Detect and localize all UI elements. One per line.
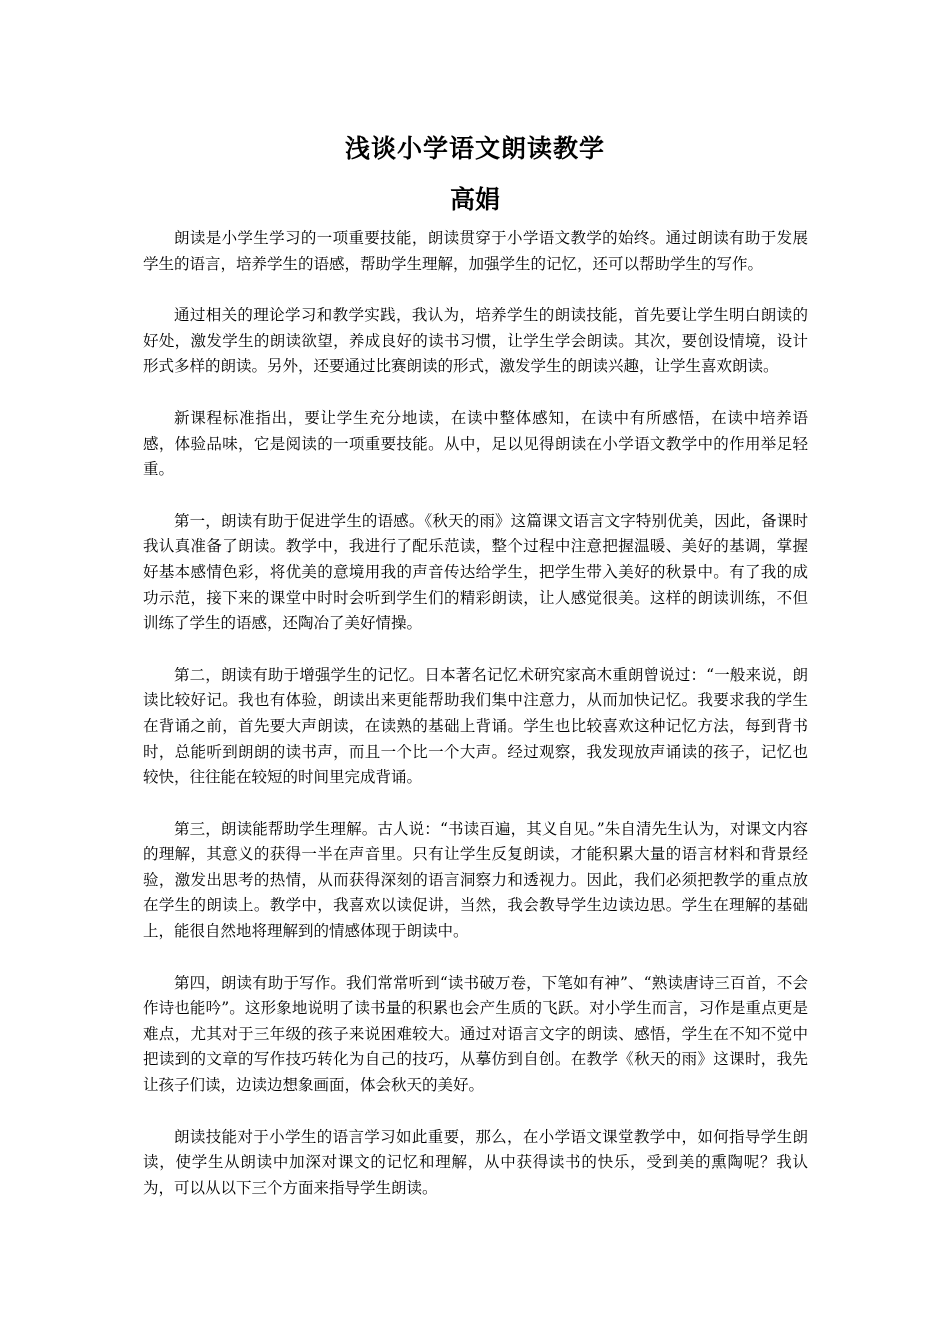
paragraph-6: 第三，朗读能帮助学生理解。古人说：“书读百遍，其义自见。”朱自清先生认为，对课文内容的理解，其意义的获得一半在声音里。只有让学生反复朗读，才能积累大量的语言材料和背景经验，激发出思考的热情，从而获得深刻的语言洞察力和透视力。因此，我们必须把教学的重点放在学生的朗读上。教学中，我喜欢以读促讲，当然，我会教导学生边读边思。学生在理解的基础上，能很自然地将理解到的情感体现于朗读中。 bbox=[143, 819, 808, 941]
document-author: 高娟 bbox=[449, 185, 500, 214]
paragraph-8: 朗读技能对于小学生的语言学习如此重要，那么，在小学语文课堂教学中，如何指导学生朗读，使学生从朗读中加深对课文的记忆和理解，从中获得读书的快乐，受到美的熏陶呢？我认为，可以从以下三个方面来指导学生朗读。 bbox=[143, 1127, 808, 1197]
paragraph-4: 第一，朗读有助于促进学生的语感。《秋天的雨》这篇课文语言文字特别优美，因此，备课时我认真准备了朗读。教学中，我进行了配乐范读，整个过程中注意把握温暖、美好的基调，掌握好基本感情色彩，将优美的意境用我的声音传达给学生，把学生带入美好的秋景中。有了我的成功示范，接下来的课堂中时时会听到学生们的精彩朗读，让人感觉很美。这样的朗读训练，不但训练了学生的语感，还陶冶了美好情操。 bbox=[143, 511, 808, 633]
paragraph-3: 新课程标准指出，要让学生充分地读，在读中整体感知，在读中有所感悟，在读中培养语感，体验品味，它是阅读的一项重要技能。从中，足以见得朗读在小学语文教学中的作用举足轻重。 bbox=[143, 408, 808, 479]
paragraph-5: 第二，朗读有助于增强学生的记忆。日本著名记忆术研究家高木重朗曾说过：“一般来说，朗读比较好记。我也有体验，朗读出来更能帮助我们集中注意力，从而加快记忆。我要求我的学生在背诵之前，首先要大声朗读，在读熟的基础上背诵。学生也比较喜欢这种记忆方法，每到背书时，总能听到朗朗的读书声，而且一个比一个大声。经过观察，我发现放声诵读的孩子，记忆也较快，往往能在较短的时间里完成背诵。 bbox=[143, 665, 808, 787]
paragraph-1: 朗读是小学生学习的一项重要技能，朗读贯穿于小学语文教学的始终。通过朗读有助于发展学生的语言，培养学生的语感，帮助学生理解，加强学生的记忆，还可以帮助学生的写作。 bbox=[143, 229, 808, 273]
document-body bbox=[143, 226, 808, 1227]
paragraph-2: 通过相关的理论学习和教学实践，我认为，培养学生的朗读技能，首先要让学生明白朗读的好处，激发学生的朗读欲望，养成良好的读书习惯，让学生学会朗读。其次，要创设情境，设计形式多样的朗读。另外，还要通过比赛朗读的形式，激发学生的朗读兴趣，让学生喜欢朗读。 bbox=[143, 306, 808, 376]
paragraph-7: 第四，朗读有助于写作。我们常常听到“读书破万卷，下笔如有神”、“熟读唐诗三百首，不会作诗也能吟”。这形象地说明了读书量的积累也会产生质的飞跃。对小学生而言，习作是重点更是难点，尤其对于三年级的孩子来说困难较大。通过对语言文字的朗读、感悟，学生在不知不觉中把读到的文章的写作技巧转化为自己的技巧，从摹仿到自创。在教学《秋天的雨》这课时，我先让孩子们读，边读边想象画面，体会秋天的美好。 bbox=[143, 973, 808, 1095]
document-title: 浅谈小学语文朗读教学 bbox=[344, 134, 605, 163]
